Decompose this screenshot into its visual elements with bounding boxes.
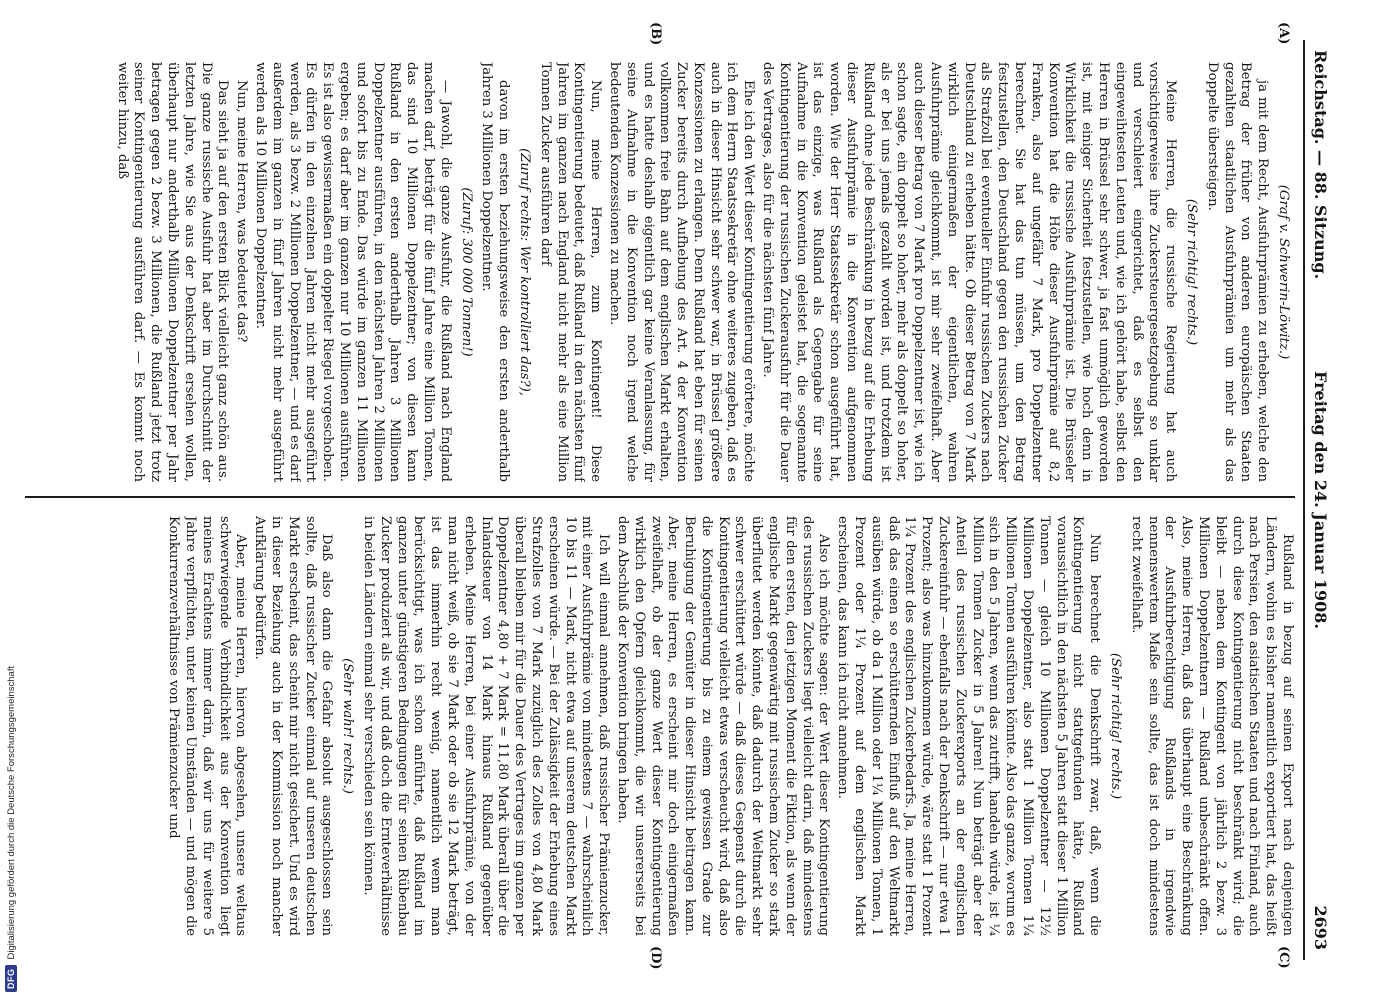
paragraph: Ich will einmal annehmen, daß russischer Prämienzucker, mit einer Ausfuhrprämie von mindestens 7 — wahrscheinlich 10 bis 11 — Mark, nicht etwa auf unserem deutschen Markt erscheinen würde. — Bei der Zulässigkeit der Erhebung eines Strafzolles von 7 Mark zuzüglich des Zolles von 4,80 Mark überall bleiben mir für die Dauer des Vertrages im ganzen per Doppelzentner 4,80 + 7 Mark = 11,80 Mark überall über die Inlandsteuer von 14 Mark hinaus Rußland gegenüber erheben. Meine Herren, bei einer Ausfuhrprämie, von der man nicht weiß, ob sie 7 Mark oder ob sie 12 Mark beträgt, ist das immerhin recht wenig, namentlich wenn man berücksichtigt, was ich schon anführte, daß Rußland im ganzen unter günstigeren Bedingungen für seinen Rübenbau Zucker produziert als wir, und daß doch die Ernteverhältnisse in beiden Ländern einmal sehr verschieden sein können. <box>360 516 612 936</box>
column-divider <box>25 496 1295 498</box>
dfg-logo: DFG <box>5 966 17 993</box>
interjection: (Sehr richtig! rechts.) <box>1108 652 1124 800</box>
paragraph: Meine Herren, die russische Regierung hat auch vorsichtigerweise ihre Zuckersteuergesetzgebung so unklar und verschleiert eingerichtet, daß es selbst den eingeweihtesten Leuten und, wie ich gehört habe, selbst den Herren in Brüssel sehr schwer, ja fast unmöglich geworden ist, mit einiger Sicherheit festzustellen, wie hoch denn in Wirklichkeit die russische Ausfuhrprämie ist. Die Brüsseler Konvention hat die Höhe dieser Ausfuhrprämie auf 8,2 Franken, also auf ungefähr 7 Mark, pro Doppelzentner berechnet. Sie hat das tun müssen, um den Betrag festzustellen, den Deutschland gegen den russischen Zucker als Strafzoll bei eventueller Einfuhr russischen Zuckers nach Deutschland zu erheben hätte. Ob dieser Betrag von 7 Mark wirklich einigermaßen der eigentlichen, wahren Ausfuhrprämie gleichkommt, ist mir sehr zweifelhaft. Aber auch dieser Betrag von 7 Mark pro Doppelzentner ist, wie ich schon sagte, ein doppelt so hoher, mehr als doppelt so hoher, als er bei uns jemals gezahlt worden ist, und trotzdem ist Rußland ohne jede Beschränkung in bezug auf die Erhebung dieser Ausfuhrprämie in die Konvention aufgenommen worden. Wie der Herr Staatssekretär schon ausgeführt hat, ist das einzige, was Rußland als Gegengabe für seine Aufnahme in die Konvention geleistet hat, die sogenannte Kontingentierung der russischen Zuckerausfuhr für die Dauer des Vertrages, also für die nächsten fünf Jahre. <box>760 62 1179 482</box>
margin-marker-d: (D) <box>648 946 663 970</box>
margin-marker-b: (B) <box>648 22 663 46</box>
page-number: 2693 <box>1311 905 1330 950</box>
text-column-left <box>25 62 1295 482</box>
header-date: Freitag den 24. Januar 1908. <box>1311 371 1330 629</box>
interjection: (Zuruf: 300 000 Tonnen!) <box>458 187 474 357</box>
paragraph: Daß also dann die Gefahr absolut ausgeschlossen sein sollte, daß russischer Zucker einmal auf unseren deutschen Markt erscheint, das scheint mir nicht gesichert. Und es wird in dieser Beziehung auch in der Kommission noch mancher Aufklärung bedürfen. <box>252 516 335 936</box>
paragraph: Also ich möchte sagen: der Wert dieser Kontingentierung des russischen Zuckers liegt vielleicht darin, daß mindestens für den ersten, den jetzigen Moment die Fiktion, als wenn der englische Markt gegenwärtig mit russischem Zucker so stark überflutet werden könnte, daß dadurch der Weltmarkt sehr schwer erschüttert würde — daß dieses Gespenst durch die Kontingentierung vielleicht etwas verscheucht wird, daß also die Kontingentierung bis zu einem gewissen Grade zur Beruhigung der Gemüter in dieser Hinsicht beitragen kann. Aber, meine Herren, es erscheint mir doch einigermaßen zweifelhaft, ob der ganze Wert dieser Kontingentierung wirklich den Opfern gleichkommt, die wir unsererseits bei dem Abschluß der Konvention bringen haben. <box>614 516 832 936</box>
paragraph: — Jawohl, die ganze Ausfuhr, die Rußland nach England machen darf, beträgt für die fünf Jahre eine Million Tonnen, das sind 10 Millionen Doppelzentner; von diesen kann Rußland in den ersten anderthalb Jahren 3 Millionen Doppelzentner ausführen, in den nächsten Jahren 2 Millionen und sofort bis zu Ende. Das würde im ganzen 11 Millionen ergeben; es darf aber im ganzen nur 10 Millionen ausführen. Es ist also gewissermaßen ein doppelter Riegel vorgeschoben. Es dürfen in den einzelnen Jahren nicht mehr ausgeführt werden, als 3 bezw. 2 Millionen Doppelzentner, — und es darf außerdem im ganzen in fünf Jahren nicht mehr ausgeführt werden als 10 Millionen Doppelzentner. <box>252 62 453 482</box>
paragraph: Nun, meine Herren, was bedeutet das? <box>234 80 250 343</box>
interjection: (Zuruf rechts: Wer kontrolliert das?), <box>516 148 532 396</box>
paragraph: davon im ersten beziehungsweise den ersten anderthalb Jahren 3 Millionen Doppelzentner. <box>479 62 512 482</box>
paragraph: Das sieht ja auf den ersten Blick vielleicht ganz schön aus. Die ganze russische Ausfuhr hat aber im Durchschnitt der letzten Jahre, wie Sie aus der Denkschrift ersehen wollen, überhaupt nur anderthalb Millionen Doppelzentner per Jahr betragen gegen 2 bezw. 3 Millionen, die Rußland jetzt trotz seiner Kontingentierung ausführen darf. — Es kommt noch weiter hinzu, daß <box>114 62 231 482</box>
paragraph: Rußland in bezug auf seinen Export nach denjenigen Ländern, wohin es bisher namentlich exportiert hat, das heißt nach Persien, den asiatischen Staaten und nach Finland, auch durch diese Kontingentierung nicht beschränkt wird; die bleibt — neben dem Kontingent von jährlich 2 bezw. 3 Millionen Doppelzentnern — Rußland unbeschränkt offen. Also, meine Herren, daß das überhaupt eine Beschränkung der Ausfuhrberechtigung Rußlands in irgendwie nennenswertem Maße sein sollte, das ist doch mindestens recht zweifelhaft. <box>1128 516 1295 936</box>
digitization-text: Digitalisierung gefördert durch die Deutsche Forschungsgemeinschaft <box>5 665 17 960</box>
text-column-right <box>25 516 1295 936</box>
margin-marker-a: (A) <box>1276 22 1291 45</box>
paragraph: Aber, meine Herren, hiervon abgesehen, unsere weltaus schwerwiegende Verbindlichkeit aus der Konvention liegt meines Erachtens immer darin, daß wir uns für weitere 5 Jahre verpflichten, unter keinen Umständen — und mögen die Konkurrenzverhältnisse von Prämienzucker und <box>166 516 249 936</box>
paragraph: Nun berechnet die Denkschrift zwar, daß, wenn die Kontingentierung nicht stattgefunden hätte, Rußland voraussichtlich in den nächsten 5 Jahren statt dieser 1 Million Tonnen — gleich 10 Millionen Doppelzentner — 12½ Millionen Doppelzentner, also statt 1 Million Tonnen 1¼ Millionen Tonnen ausführen könnte. Also das ganze, worum es sich in den 5 Jahren, wenn das zutrifft, handeln würde, ist ¼ Million Tonnen Zucker in 5 Jahren! Nun beträgt aber der Anteil des russischen Zuckerexports an der englischen Zuckereinfuhr — ebenfalls nach der Denkschrift — nur etwa 1 Prozent; also was hinzukommen würde, wäre statt 1 Prozent 1¼ Prozent des englischen Zuckerbedarfs. Ja, meine Herren, daß das einen so erschütternden Einfluß auf den Weltmarkt ausüben würde, ob da 1 Million oder 1¼ Millionen Tonnen, 1 Prozent oder 1¼ Prozent auf dem englischen Markt erscheinen, das kann ich nicht annehmen. <box>835 516 1103 936</box>
interjection: (Graf v. Schwerin-Löwitz.) <box>1276 184 1291 360</box>
margin-marker-c: (C) <box>1276 946 1291 969</box>
header-session: Reichstag. — 88. Sitzung. <box>1311 50 1330 280</box>
page-header <box>1303 40 1335 960</box>
paragraph: Nun, meine Herren, zum Kontingent! Diese Kontingentierung bedeutet, daß Rußland in den nächsten fünf Jahren im ganzen nach England nicht mehr als eine Million Tonnen Zucker ausführen darf <box>537 62 604 482</box>
paragraph: ja mit dem Recht, Ausfuhrprämien zu erheben, welche den Betrag der früher von anderen europäischen Staaten gezahlten staatlichen Ausfuhrprämien um mehr als das Doppelte übersteigen. <box>1204 62 1271 482</box>
interjection: (Sehr wahr! rechts.) <box>340 658 356 794</box>
paragraph: Ehe ich den Wert dieser Kontingentierung erörtere, möchte ich dem Herrn Staatssekretär ohne weiteres zugeben, daß es auch in dieser Hinsicht sehr schwer war, in Brüssel größere Konzessionen zu erlangen. Denn Rußland hat eben für seinen Zucker bereits durch Aufhebung des Art. 4 der Konvention vollkommen freie Bahn auf dem englischen Markt erhalten, und es hatte deshalb eigentlich gar keine Veranlassung, für seine Aufnahme in die Konvention noch irgend welche bedeutenden Konzessionen zu machen. <box>606 62 757 482</box>
interjection: (Sehr richtig! rechts.) <box>1184 198 1200 346</box>
digitization-note <box>0 0 22 1000</box>
